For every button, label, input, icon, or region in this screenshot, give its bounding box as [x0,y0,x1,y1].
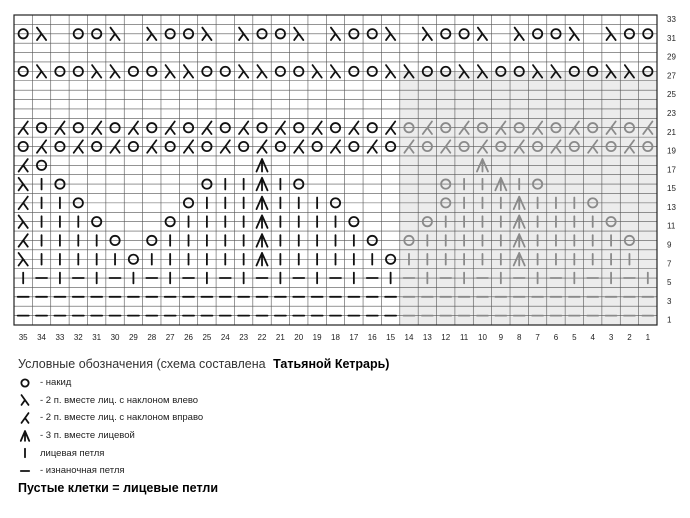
legend-item [18,374,678,392]
k2tog-right-icon [22,413,29,423]
column-label: 31 [92,333,102,342]
column-label: 34 [37,333,47,342]
row-label: 13 [667,202,676,212]
column-label: 15 [386,333,396,342]
column-label: 25 [202,333,212,342]
legend-item [18,392,678,410]
column-label: 11 [459,333,469,342]
row-label: 25 [667,90,676,100]
column-label: 13 [422,333,432,342]
row-label: 11 [667,221,676,231]
row-label: 9 [667,240,672,250]
column-label: 6 [553,333,559,342]
k2tog-right-icon [18,411,32,425]
legend-title [18,354,678,374]
column-label: 4 [590,333,595,342]
legend-item-label: лицевая петля [40,447,105,459]
row-label: 19 [667,146,676,156]
legend-item-label: - накид [40,377,72,389]
row-label: 15 [667,184,676,194]
column-label: 20 [294,333,304,342]
column-label: 8 [516,333,522,342]
yarn-over-icon [18,376,32,390]
column-label: 35 [18,333,28,342]
column-label: 3 [608,333,614,342]
column-label: 14 [404,333,414,342]
column-label: 27 [165,333,175,342]
column-label: 23 [239,333,249,342]
row-label: 17 [667,165,676,175]
legend-item-label: - изнаночная петля [40,465,125,477]
column-label: 28 [147,333,157,342]
row-label: 3 [667,296,672,306]
column-label: 21 [275,333,285,342]
legend-author: Татьяной Кетрарь) [273,357,390,371]
legend [18,354,678,495]
column-label: 1 [645,333,651,342]
yarn-over-icon [21,379,28,386]
legend-item [18,462,678,480]
row-label: 7 [667,259,672,269]
legend-item [18,427,678,445]
row-label: 33 [667,15,676,25]
legend-title-text: Условные обозначения (схема составлена [18,357,266,371]
column-label: 18 [331,333,340,342]
k2tog-left-icon [22,395,29,405]
purl-icon [18,464,32,478]
column-label: 7 [535,333,540,342]
k3tog-icon [18,429,32,443]
column-label: 9 [498,333,504,342]
row-label: 29 [667,52,676,62]
legend-item-label: - 2 п. вместе лиц. с наклоном вправо [40,412,204,424]
column-label: 2 [627,333,632,342]
row-label: 21 [667,127,676,137]
column-label: 10 [478,333,487,342]
column-label: 22 [257,333,267,342]
legend-item [18,409,678,427]
legend-item [18,444,678,462]
knit-icon [18,446,32,460]
column-label: 5 [572,333,577,342]
row-label: 31 [667,33,676,43]
column-label: 17 [349,333,359,342]
column-label: 33 [55,333,65,342]
column-label: 19 [312,333,322,342]
column-label: 32 [73,333,83,342]
k3tog-icon [21,431,29,441]
legend-item-label: - 3 п. вместе лицевой [40,430,135,442]
row-label: 27 [667,71,676,81]
column-label: 29 [128,333,138,342]
k2tog-left-icon [18,393,32,407]
row-label: 1 [667,315,672,325]
column-label: 26 [184,333,193,342]
legend-note: Пустые клетки = лицевые петли [18,480,219,495]
row-label: 23 [667,108,676,118]
column-label: 16 [367,333,377,342]
column-label: 24 [220,333,230,342]
row-label: 5 [667,278,672,288]
legend-item-label: - 2 п. вместе лиц. с наклоном влево [40,394,199,406]
column-label: 30 [110,333,120,342]
column-label: 12 [441,333,451,342]
